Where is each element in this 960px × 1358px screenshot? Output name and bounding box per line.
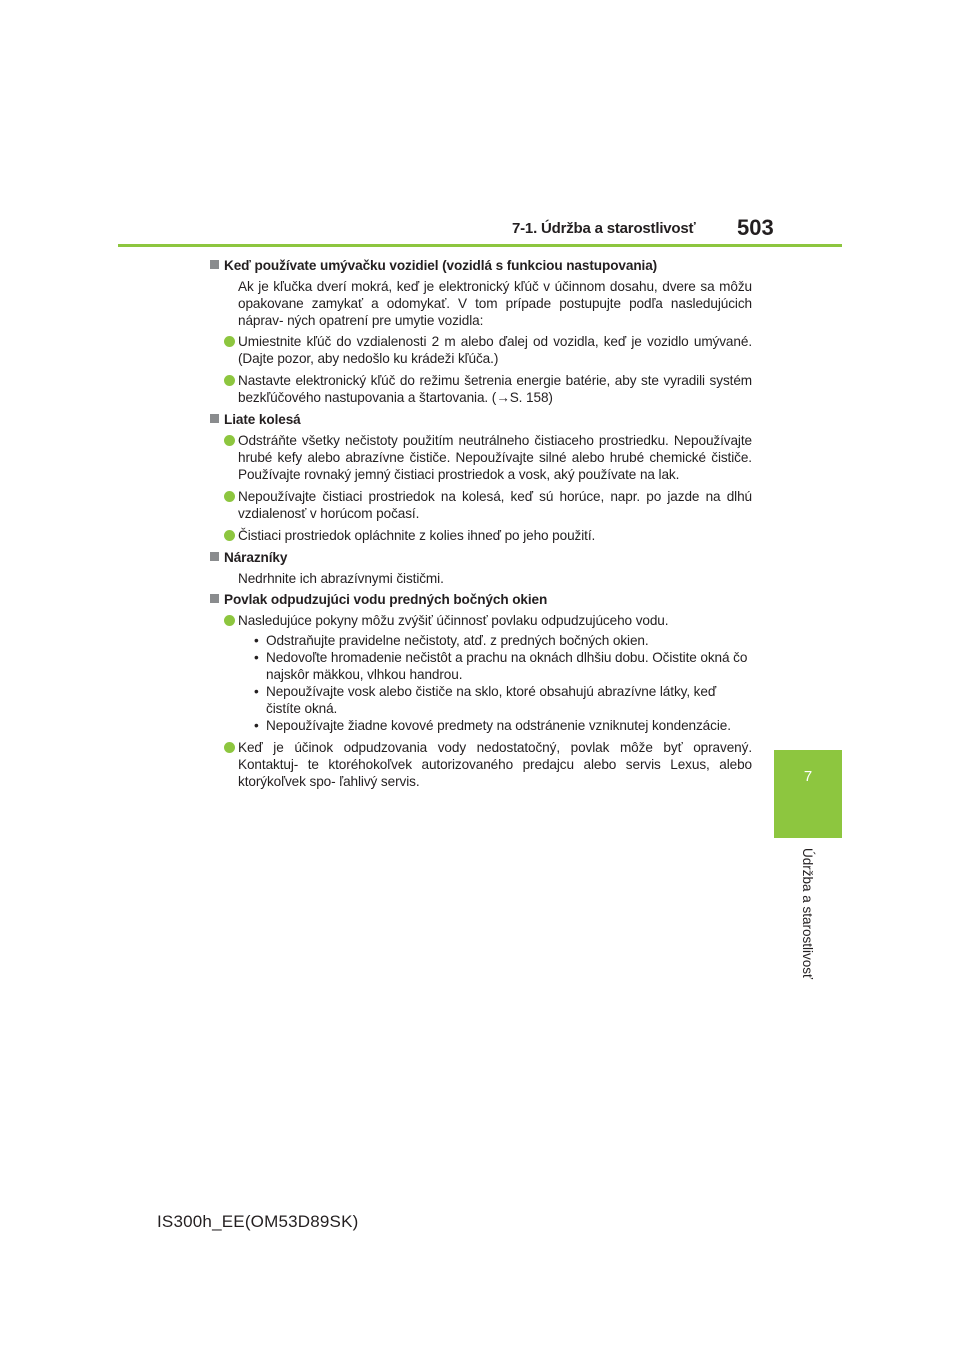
square-bullet-icon xyxy=(210,260,219,269)
page-number: 503 xyxy=(737,215,774,240)
dot-bullet-icon: • xyxy=(254,633,259,648)
sub-list xyxy=(210,632,752,734)
sub-list-item: • Odstraňujte pravidelne nečistoty, atď. z predných bočných okien. xyxy=(254,633,649,648)
circle-bullet-icon xyxy=(224,491,235,502)
section-heading: Keď používate umývačku vozidiel (vozidlá s funkciou nastupovania) xyxy=(210,257,752,274)
dot-bullet-icon: • xyxy=(254,684,259,699)
section-paragraph: Nedrhnite ich abrazívnymi čističmi. xyxy=(238,571,444,586)
section-heading: Povlak odpudzujúci vodu predných bočných okien xyxy=(210,591,752,608)
list-item: Odstráňte všetky nečistoty použitím neutrálneho čistiaceho prostriedku. Nepoužívajte hrubé kefy alebo abrazívne čističe. Nepoužívajte silné alebo hrubé chemické čističe. Používajte rovnaký jemný čistiaci prostriedok a vosk, aký používate na lak. xyxy=(224,432,752,483)
list-item: Nepoužívajte čistiaci prostriedok na kolesá, keď sú horúce, napr. po jazde na dlhú vzdialenosť v horúcom počasí. xyxy=(224,488,752,522)
chapter-side-label-text: Údržba a starostlivosť xyxy=(800,848,815,980)
circle-bullet-icon xyxy=(224,742,235,753)
section-paragraph: Ak je kľučka dverí mokrá, keď je elektronický kľúč v účinnom dosahu, dvere sa môžu opakovane zamykať a odomykať. V tom prípade postupujte podľa nasledujúcich náprav- ných opatrení pre umytie vozidla: xyxy=(238,279,752,328)
circle-bullet-icon xyxy=(224,375,235,386)
sub-list-item: • Nepoužívajte vosk alebo čističe na sklo, ktoré obsahujú abrazívne látky, keď čistíte okná. xyxy=(254,684,717,716)
chapter-tab-number: 7 xyxy=(803,768,813,785)
list-item: Nasledujúce pokyny môžu zvýšiť účinnosť povlaku odpudzujúceho vodu. xyxy=(224,612,752,629)
chapter-side-label xyxy=(799,848,819,1048)
dot-bullet-icon: • xyxy=(254,650,259,665)
square-bullet-icon xyxy=(210,594,219,603)
square-bullet-icon xyxy=(210,414,219,423)
list-item: Umiestnite kľúč do vzdialenosti 2 m alebo ďalej od vozidla, keď je vozidlo umývané. (Dajte pozor, aby nedošlo ku krádeži kľúča.) xyxy=(224,333,752,367)
section-heading: Liate kolesá xyxy=(210,411,752,428)
circle-bullet-icon xyxy=(224,530,235,541)
sub-list-item: • Nepoužívajte žiadne kovové predmety na odstránenie vzniknutej kondenzácie. xyxy=(254,718,731,733)
header-rule xyxy=(118,244,842,247)
dot-bullet-icon: • xyxy=(254,718,259,733)
circle-bullet-icon xyxy=(224,435,235,446)
square-bullet-icon xyxy=(210,552,219,561)
circle-bullet-icon xyxy=(224,336,235,347)
list-item: Čistiaci prostriedok opláchnite z kolies ihneď po jeho použití. xyxy=(224,527,752,544)
list-item: Keď je účinok odpudzovania vody nedostatočný, povlak môže byť opravený. Kontaktuj- te ktoréhokoľvek autorizovaného predajcu alebo servis Lexus, alebo ktorýkoľvek spo- ľahlivý servis. xyxy=(224,739,752,790)
footer-doc-code: IS300h_EE(OM53D89SK) xyxy=(157,1212,359,1231)
section-heading: Nárazníky xyxy=(210,549,752,566)
header-section-title: 7-1. Údržba a starostlivosť xyxy=(512,220,696,237)
page-content xyxy=(210,257,752,795)
list-item: Nastavte elektronický kľúč do režimu šetrenia energie batérie, aby ste vyradili systém bezkľúčového nastupovania a štartovania. (→S. 158) xyxy=(224,372,752,406)
chapter-tab xyxy=(774,750,842,838)
sub-list-item: • Nedovoľte hromadenie nečistôt a prachu na oknách dlhšiu dobu. Očistite okná čo najskôr mäkkou, vlhkou handrou. xyxy=(254,650,748,682)
circle-bullet-icon xyxy=(224,615,235,626)
